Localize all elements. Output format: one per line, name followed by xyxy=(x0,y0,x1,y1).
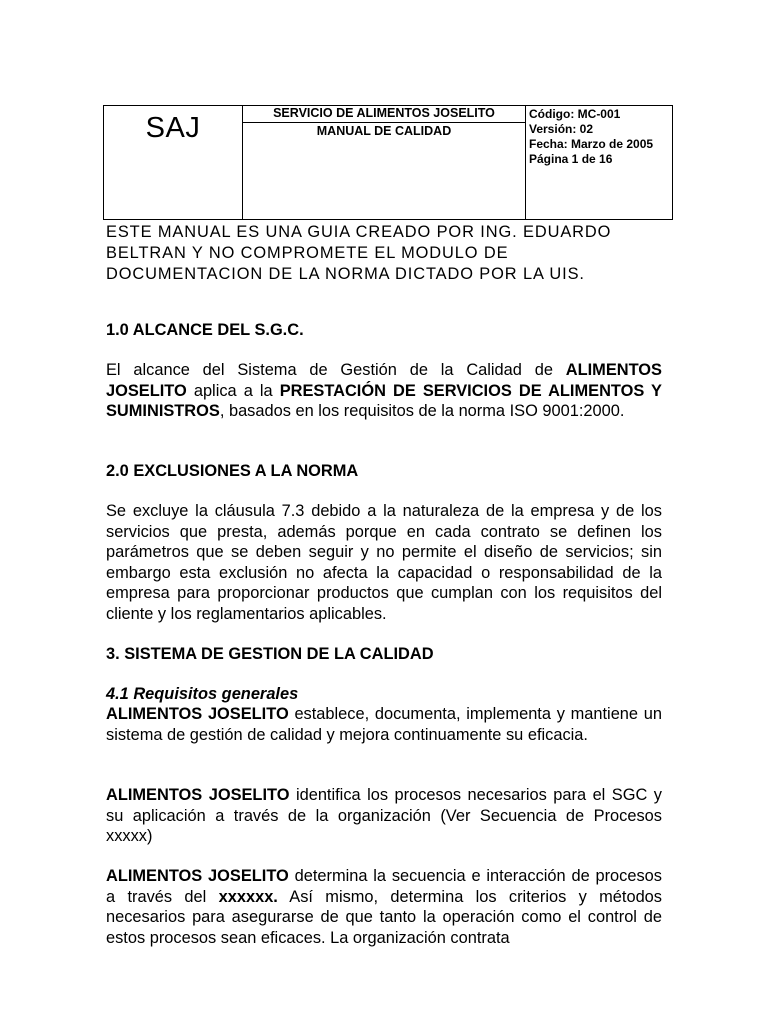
section-2-paragraph: Se excluye la cláusula 7.3 debido a la naturaleza de la empresa y de los servicios que presta, además porque en cada contrato se definen los parámetros que se deben seguir y no permite el diseño de servicios; sin embargo esta exclusión no afecta la capacidad o responsabilidad de la empresa para proporcionar productos que cumplan con los requisitos del cliente y los reglamentarios aplicables. xyxy=(106,502,662,623)
manual-title: MANUAL DE CALIDAD xyxy=(316,124,452,138)
paragraph-b xyxy=(106,785,662,847)
placeholder-bold: xxxxxx. xyxy=(218,887,278,906)
header-divider xyxy=(243,122,525,123)
company-name-bold: ALIMENTOS JOSELITO xyxy=(106,867,289,885)
section-3-title: 3. SISTEMA DE GESTION DE LA CALIDAD xyxy=(106,645,434,663)
disclaimer-text: ESTE MANUAL ES UNA GUIA CREADO POR ING. EDUARDO BELTRAN Y NO COMPROMETE EL MODULO DE DOCUMENTACION DE LA NORMA DICTADO POR LA UIS. xyxy=(106,223,612,283)
section-2-title: 2.0 EXCLUSIONES A LA NORMA xyxy=(106,462,359,480)
doc-date: Fecha: Marzo de 2005 xyxy=(529,137,654,151)
header-logo-cell xyxy=(104,106,243,219)
company-name-bold: ALIMENTOS JOSELITO xyxy=(106,361,662,400)
text-span: aplica a la xyxy=(186,381,280,400)
scope-bold: PRESTACIÓN DE SERVICIOS DE ALIMENTOS Y SUMINISTROS xyxy=(106,381,662,420)
section-1-title: 1.0 ALCANCE DEL S.G.C. xyxy=(106,321,304,339)
document-header-table xyxy=(103,105,673,220)
text-span: , basados en los requisitos de la norma ISO 9001:2000. xyxy=(219,402,625,420)
company-name: SERVICIO DE ALIMENTOS JOSELITO xyxy=(273,106,495,120)
doc-code: Código: MC-001 xyxy=(529,107,621,121)
document-meta xyxy=(529,107,653,167)
paragraph-a xyxy=(106,704,662,745)
text-span: Así mismo, determina los criterios y métodos necesarios para asegurarse de que tanto la operación como el control de estos procesos sean eficaces. La organización contrata xyxy=(106,887,662,947)
section-4-1-title: 4.1 Requisitos generales xyxy=(106,685,299,703)
company-logo: SAJ xyxy=(145,112,201,144)
text-span: determina la secuencia e interacción de procesos a través del xyxy=(106,867,662,906)
company-name-bold: ALIMENTOS JOSELITO xyxy=(106,786,290,804)
text-span: establece, documenta, implementa y mantiene un sistema de gestión de calidad y mejora continuamente su eficacia. xyxy=(106,705,662,744)
doc-page: Página 1 de 16 xyxy=(529,152,613,166)
header-meta-cell xyxy=(526,106,672,219)
section-1-paragraph xyxy=(106,360,662,422)
text-span: identifica los procesos necesarios para el SGC y su aplicación a través de la organización (Ver Secuencia de Procesos xxxxx) xyxy=(106,786,662,845)
doc-version: Versión: 02 xyxy=(529,122,594,136)
company-name-bold: ALIMENTOS JOSELITO xyxy=(106,705,289,723)
paragraph-c xyxy=(106,866,662,948)
header-title-cell xyxy=(243,106,526,219)
text-span: El alcance del Sistema de Gestión de la Calidad de xyxy=(106,361,566,379)
